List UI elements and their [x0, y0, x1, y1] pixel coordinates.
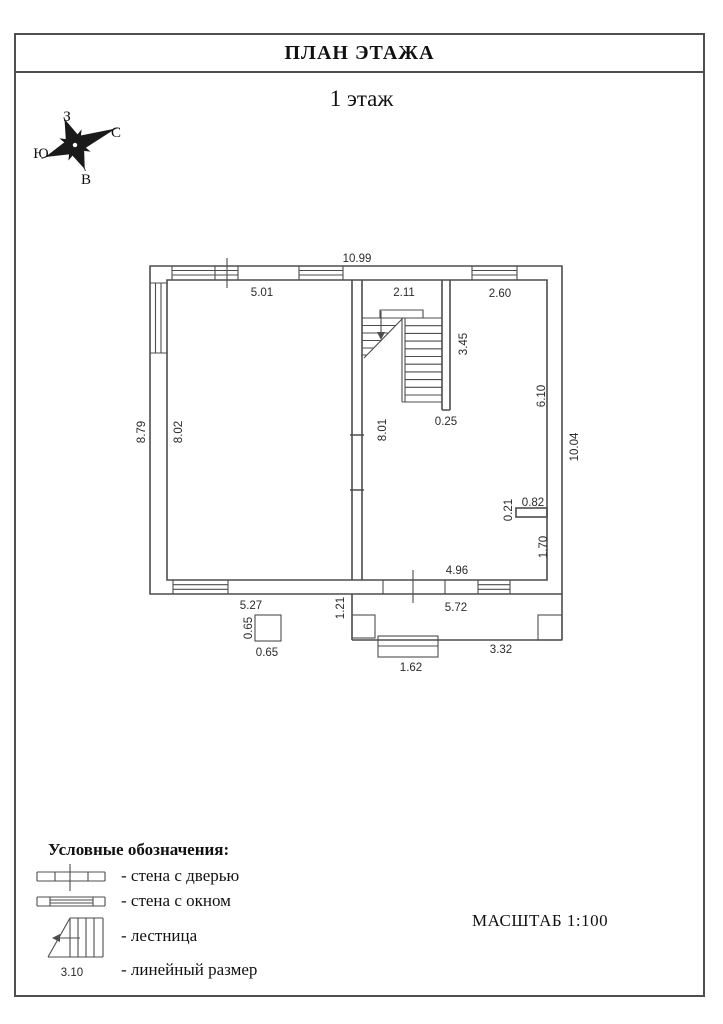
outer-walls — [150, 266, 562, 594]
dim-chimney-height: 0.65 — [243, 616, 255, 640]
middle-wall — [350, 280, 364, 580]
dim-bottom-left-width: 5.27 — [239, 600, 263, 612]
dim-stair-wall-thickness: 0.25 — [434, 416, 458, 428]
wall-with-window-icon — [37, 897, 105, 906]
dim-bottom-right-width: 5.72 — [444, 602, 468, 614]
compass-north-label: С — [110, 125, 122, 141]
dim-left-outer-height: 8.79 — [136, 420, 148, 444]
dim-porch-right-width: 3.32 — [489, 644, 513, 656]
dimension-labels — [136, 253, 581, 674]
legend-symbols — [37, 864, 105, 979]
dim-right-outer-height: 10.04 — [569, 432, 581, 462]
legend-item-linear-dimension: - линейный размер — [121, 960, 258, 979]
chimney — [255, 615, 281, 641]
dim-porch-depth: 1.21 — [335, 596, 347, 620]
dim-top-width: 10.99 — [342, 253, 372, 265]
dim-right-room-width: 4.96 — [445, 565, 469, 577]
legend-item-wall-with-window: - стена с окном — [121, 891, 231, 910]
wall-with-door-icon — [37, 864, 105, 891]
legend-heading: Условные обозначения: — [48, 840, 230, 859]
dim-step-width: 1.62 — [399, 662, 423, 674]
dim-stub-length: 0.82 — [521, 497, 545, 509]
dim-left-room-height: 8.02 — [173, 420, 185, 444]
compass-east-label: В — [80, 172, 92, 188]
linear-dimension-sample: 3.10 — [60, 967, 84, 979]
scale-label: МАСШТАБ 1:100 — [472, 911, 609, 930]
dim-chimney-width: 0.65 — [255, 647, 279, 659]
staircase-icon — [48, 918, 103, 957]
compass-south-label: Ю — [33, 146, 49, 162]
dim-stair-wall-length: 3.45 — [458, 332, 470, 356]
legend-item-staircase: - лестница — [121, 926, 198, 945]
entry-step — [378, 636, 438, 657]
staircase — [362, 310, 442, 402]
dim-stub-thickness: 0.21 — [503, 498, 515, 522]
dim-right-room-height: 6.10 — [536, 384, 548, 408]
dim-left-room-width: 5.01 — [250, 287, 274, 299]
partition-stub-wall — [516, 508, 547, 517]
window-symbols — [150, 266, 517, 594]
page-title: ПЛАН ЭТАЖА — [284, 41, 435, 64]
dim-middle-wall-height: 8.01 — [377, 418, 389, 442]
legend-item-wall-with-door: - стена с дверью — [121, 866, 240, 885]
floor-subtitle: 1 этаж — [329, 86, 394, 111]
compass-west-label: З — [63, 109, 71, 125]
dim-stair-hall-width: 2.11 — [393, 287, 415, 299]
stair-wall — [442, 280, 450, 410]
dim-right-top-width: 2.60 — [488, 288, 512, 300]
compass-rose-icon — [30, 100, 128, 188]
dim-stub-offset: 1.70 — [538, 535, 550, 559]
